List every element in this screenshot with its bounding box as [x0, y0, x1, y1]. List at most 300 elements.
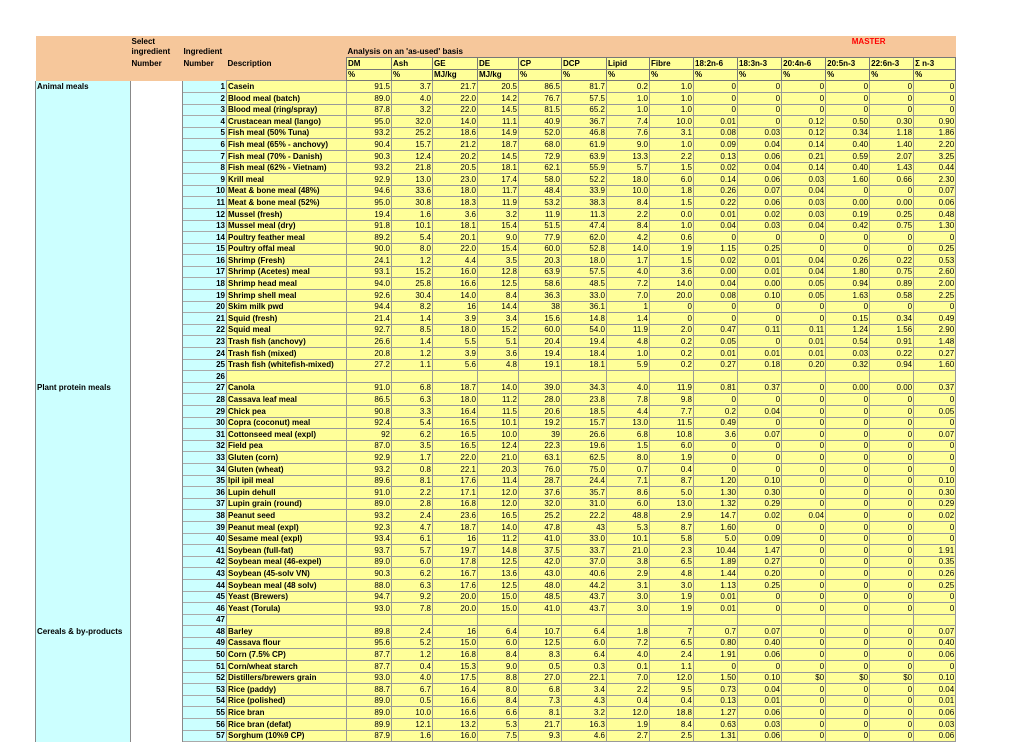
value-cell: 93.0 — [347, 603, 392, 615]
select-ingredient-cell[interactable] — [131, 487, 183, 499]
select-ingredient-cell[interactable] — [131, 707, 183, 719]
value-cell: 0.91 — [870, 336, 914, 348]
ingredient-description: Lupin grain (round) — [227, 498, 347, 510]
value-cell: 0.09 — [738, 533, 782, 545]
value-cell: 68.0 — [519, 139, 562, 151]
select-ingredient-cell[interactable] — [131, 197, 183, 209]
select-ingredient-cell[interactable] — [131, 220, 183, 232]
column-unit: % — [826, 69, 870, 81]
value-cell: 0 — [782, 394, 826, 406]
select-ingredient-cell[interactable] — [131, 127, 183, 139]
select-ingredient-cell[interactable] — [131, 719, 183, 731]
header-blank — [227, 69, 347, 81]
ingredient-description: Gluten (wheat) — [227, 463, 347, 475]
value-cell: 0 — [826, 730, 870, 742]
value-cell: 42.0 — [519, 556, 562, 568]
select-ingredient-cell[interactable] — [131, 255, 183, 267]
value-cell: 0.06 — [738, 150, 782, 162]
value-cell: 6.8 — [607, 429, 650, 441]
select-ingredient-cell[interactable] — [131, 359, 183, 371]
ingredient-description: Barley — [227, 626, 347, 638]
value-cell: 1.0 — [607, 92, 650, 104]
select-ingredient-cell[interactable] — [131, 579, 183, 591]
value-cell: 0 — [870, 591, 914, 603]
select-ingredient-cell[interactable] — [131, 290, 183, 302]
select-ingredient-cell[interactable] — [131, 568, 183, 580]
value-cell: 1.40 — [870, 139, 914, 151]
value-cell: 30.4 — [392, 290, 433, 302]
value-cell: 12.4 — [392, 150, 433, 162]
ingredient-description: Meat & bone meal (48%) — [227, 185, 347, 197]
value-cell: 9.8 — [650, 394, 694, 406]
value-cell: 0.22 — [870, 255, 914, 267]
select-ingredient-cell[interactable] — [131, 162, 183, 174]
value-cell: 0.48 — [914, 208, 956, 220]
value-cell: 4.3 — [562, 695, 607, 707]
value-cell: 16 — [433, 533, 478, 545]
ingredient-number: 26 — [183, 371, 227, 383]
category-label — [36, 232, 131, 244]
value-cell: 0 — [826, 440, 870, 452]
value-cell: 20.8 — [347, 348, 392, 360]
value-cell: 0 — [914, 81, 956, 93]
header-row-3 — [36, 58, 956, 70]
value-cell: 1.0 — [650, 104, 694, 116]
select-ingredient-cell[interactable] — [131, 440, 183, 452]
category-label — [36, 463, 131, 475]
value-cell: 51.5 — [519, 220, 562, 232]
ingredient-number: 50 — [183, 649, 227, 661]
value-cell: 2.25 — [914, 290, 956, 302]
value-cell: 25.2 — [519, 510, 562, 522]
select-ingredient-cell[interactable] — [131, 336, 183, 348]
value-cell: 3.0 — [607, 603, 650, 615]
select-ingredient-cell[interactable] — [131, 510, 183, 522]
value-cell: 0 — [650, 313, 694, 325]
select-ingredient-cell[interactable] — [131, 371, 183, 383]
ingredient-number: 16 — [183, 255, 227, 267]
value-cell: 0.25 — [738, 579, 782, 591]
column-unit: MJ/kg — [433, 69, 478, 81]
value-cell: 1.9 — [607, 719, 650, 731]
value-cell: 0.21 — [782, 150, 826, 162]
ingredient-description: Copra (coconut) meal — [227, 417, 347, 429]
ingredient-number: 47 — [183, 614, 227, 626]
select-ingredient-cell[interactable] — [131, 684, 183, 696]
value-cell: 12.1 — [392, 719, 433, 731]
column-unit: % — [870, 69, 914, 81]
value-cell: 63.9 — [519, 266, 562, 278]
value-cell: 10.0 — [478, 429, 519, 441]
select-ingredient-cell[interactable] — [131, 382, 183, 394]
table-row — [36, 278, 956, 290]
value-cell: 21.0 — [607, 545, 650, 557]
value-cell: 0 — [870, 707, 914, 719]
value-cell: 90.4 — [347, 139, 392, 151]
ingredient-description: Rice bran — [227, 707, 347, 719]
value-cell: 15.3 — [433, 661, 478, 673]
value-cell: 4.0 — [607, 649, 650, 661]
value-cell: 1.0 — [650, 81, 694, 93]
select-ingredient-cell[interactable] — [131, 278, 183, 290]
value-cell: 0 — [782, 637, 826, 649]
value-cell: 0.03 — [738, 719, 782, 731]
value-cell: 1.5 — [650, 162, 694, 174]
value-cell: 0 — [914, 521, 956, 533]
select-ingredient-cell[interactable] — [131, 521, 183, 533]
header-blank — [183, 69, 227, 81]
ingredient-number: 40 — [183, 533, 227, 545]
value-cell: 2.8 — [392, 498, 433, 510]
value-cell: 0 — [870, 243, 914, 255]
header-row-2 — [36, 47, 956, 58]
value-cell: 0 — [870, 603, 914, 615]
value-cell: 0 — [782, 463, 826, 475]
value-cell: 2.5 — [650, 730, 694, 742]
table-row — [36, 452, 956, 464]
value-cell: 6.0 — [392, 556, 433, 568]
value-cell: 0 — [738, 452, 782, 464]
value-cell: 0.80 — [694, 637, 738, 649]
select-ingredient-cell[interactable] — [131, 104, 183, 116]
value-cell: 33.0 — [562, 290, 607, 302]
value-cell: 0.19 — [826, 208, 870, 220]
select-ingredient-cell[interactable] — [131, 637, 183, 649]
value-cell: 14.0 — [650, 278, 694, 290]
value-cell: 23.0 — [433, 174, 478, 186]
ingredient-description: Trash fish (whitefish-mixed) — [227, 359, 347, 371]
value-cell: 0.94 — [826, 278, 870, 290]
value-cell: 1.30 — [694, 487, 738, 499]
value-cell: 89.6 — [347, 475, 392, 487]
select-ingredient-cell[interactable] — [131, 556, 183, 568]
value-cell: 1.47 — [738, 545, 782, 557]
value-cell: 0 — [826, 591, 870, 603]
value-cell: 0.04 — [782, 220, 826, 232]
value-cell: 0.4 — [650, 695, 694, 707]
value-cell: 2.00 — [914, 278, 956, 290]
value-cell: 95.0 — [347, 116, 392, 128]
ingredient-description: Fish meal (62% - Vietnam) — [227, 162, 347, 174]
value-cell: 8.0 — [607, 452, 650, 464]
value-cell: 0.03 — [738, 220, 782, 232]
table-row — [36, 162, 956, 174]
value-cell: 12.5 — [519, 637, 562, 649]
select-ingredient-cell[interactable] — [131, 243, 183, 255]
value-cell: 48.8 — [607, 510, 650, 522]
select-ingredient-cell[interactable] — [131, 626, 183, 638]
value-cell: 39.0 — [519, 382, 562, 394]
select-ingredient-cell[interactable] — [131, 475, 183, 487]
select-ingredient-cell[interactable] — [131, 417, 183, 429]
value-cell: 3.0 — [650, 579, 694, 591]
value-cell: 0 — [870, 301, 914, 313]
table-row — [36, 185, 956, 197]
value-cell — [826, 371, 870, 383]
value-cell: 3.3 — [392, 406, 433, 418]
value-cell: 0.00 — [826, 197, 870, 209]
value-cell: 0 — [914, 440, 956, 452]
select-ingredient-cell[interactable] — [131, 92, 183, 104]
value-cell: 0.06 — [738, 649, 782, 661]
category-label — [36, 684, 131, 696]
ingredient-number: 18 — [183, 278, 227, 290]
value-cell: 17.4 — [478, 174, 519, 186]
value-cell: 0.54 — [826, 336, 870, 348]
value-cell: 54.0 — [562, 324, 607, 336]
value-cell: 0.07 — [914, 429, 956, 441]
value-cell: 1.13 — [694, 579, 738, 591]
value-cell: 7.8 — [392, 603, 433, 615]
value-cell: 0.50 — [826, 116, 870, 128]
ingredient-description — [227, 371, 347, 383]
select-ingredient-cell[interactable] — [131, 498, 183, 510]
value-cell: 0.5 — [392, 695, 433, 707]
category-label — [36, 695, 131, 707]
category-label — [36, 487, 131, 499]
value-cell: 0.01 — [694, 208, 738, 220]
value-cell: 35.7 — [562, 487, 607, 499]
select-ingredient-cell[interactable] — [131, 463, 183, 475]
ingredient-number: 6 — [183, 139, 227, 151]
value-cell: 24.4 — [562, 475, 607, 487]
value-cell: 8.6 — [607, 487, 650, 499]
value-cell: 3.5 — [392, 440, 433, 452]
value-cell: 18.0 — [433, 394, 478, 406]
value-cell: 0.27 — [914, 348, 956, 360]
number-label: Number — [183, 58, 227, 70]
value-cell: 2.07 — [870, 150, 914, 162]
value-cell: 92.4 — [347, 417, 392, 429]
column-header: 18:2n-6 — [694, 58, 738, 70]
category-label — [36, 452, 131, 464]
category-label — [36, 255, 131, 267]
select-ingredient-cell[interactable] — [131, 348, 183, 360]
select-ingredient-cell[interactable] — [131, 185, 183, 197]
value-cell: 32.0 — [519, 498, 562, 510]
value-cell: 8.2 — [392, 301, 433, 313]
value-cell: 8.0 — [478, 684, 519, 696]
value-cell: 0 — [826, 417, 870, 429]
value-cell: 53.2 — [519, 197, 562, 209]
select-ingredient-cell[interactable] — [131, 81, 183, 93]
value-cell: 0 — [782, 232, 826, 244]
value-cell: 13.0 — [392, 174, 433, 186]
value-cell: 0 — [870, 510, 914, 522]
value-cell: $0 — [870, 672, 914, 684]
ingredient-description: Chick pea — [227, 406, 347, 418]
value-cell: 14.5 — [478, 150, 519, 162]
value-cell: 0.01 — [738, 266, 782, 278]
column-unit: % — [392, 69, 433, 81]
value-cell: 0.05 — [914, 406, 956, 418]
value-cell: 0 — [826, 579, 870, 591]
select-label-line2: ingredient — [131, 47, 183, 58]
value-cell: 0.4 — [392, 661, 433, 673]
value-cell: 2.3 — [650, 545, 694, 557]
value-cell: 63.9 — [562, 150, 607, 162]
value-cell: 4.8 — [478, 359, 519, 371]
select-ingredient-cell[interactable] — [131, 301, 183, 313]
value-cell: 15.2 — [478, 324, 519, 336]
select-ingredient-cell[interactable] — [131, 150, 183, 162]
value-cell: 43.0 — [519, 568, 562, 580]
value-cell: 0 — [826, 649, 870, 661]
table-row — [36, 104, 956, 116]
select-ingredient-cell[interactable] — [131, 614, 183, 626]
value-cell: 0 — [782, 81, 826, 93]
value-cell: 0 — [782, 568, 826, 580]
value-cell: 0 — [738, 417, 782, 429]
ingredient-description: Shrimp (Acetes) meal — [227, 266, 347, 278]
ingredient-number: 23 — [183, 336, 227, 348]
value-cell: 0.66 — [870, 174, 914, 186]
select-ingredient-cell[interactable] — [131, 266, 183, 278]
value-cell: 0.26 — [826, 255, 870, 267]
value-cell: 25.8 — [392, 278, 433, 290]
value-cell: 1.24 — [826, 324, 870, 336]
select-ingredient-cell[interactable] — [131, 139, 183, 151]
select-ingredient-cell[interactable] — [131, 452, 183, 464]
value-cell: 5.7 — [392, 545, 433, 557]
value-cell: 22.1 — [433, 463, 478, 475]
select-ingredient-cell[interactable] — [131, 695, 183, 707]
value-cell: 90.3 — [347, 568, 392, 580]
header-blank — [183, 36, 227, 47]
table-row — [36, 626, 956, 638]
value-cell: 90.3 — [347, 150, 392, 162]
value-cell: 0 — [826, 603, 870, 615]
value-cell: 63.1 — [519, 452, 562, 464]
category-label — [36, 591, 131, 603]
value-cell — [650, 614, 694, 626]
select-ingredient-cell[interactable] — [131, 661, 183, 673]
value-cell: 18.1 — [478, 162, 519, 174]
value-cell — [826, 614, 870, 626]
value-cell: 14.4 — [478, 301, 519, 313]
value-cell: 1.0 — [607, 348, 650, 360]
value-cell: 5.8 — [650, 533, 694, 545]
value-cell: 0.14 — [782, 162, 826, 174]
table-row — [36, 545, 956, 557]
category-label — [36, 475, 131, 487]
value-cell: 0 — [870, 452, 914, 464]
value-cell: 0.04 — [782, 185, 826, 197]
select-ingredient-cell[interactable] — [131, 533, 183, 545]
value-cell — [519, 371, 562, 383]
select-ingredient-cell[interactable] — [131, 730, 183, 742]
value-cell: 1.6 — [392, 730, 433, 742]
select-ingredient-cell[interactable] — [131, 429, 183, 441]
value-cell: 11.9 — [478, 197, 519, 209]
table-row — [36, 730, 956, 742]
value-cell: 0.90 — [914, 116, 956, 128]
value-cell: 95.6 — [347, 637, 392, 649]
value-cell: 86.5 — [347, 394, 392, 406]
value-cell: 0 — [738, 104, 782, 116]
select-ingredient-cell[interactable] — [131, 545, 183, 557]
value-cell: 0 — [826, 707, 870, 719]
value-cell: 0 — [914, 104, 956, 116]
value-cell: 10.8 — [650, 429, 694, 441]
value-cell: 0 — [870, 730, 914, 742]
select-ingredient-cell[interactable] — [131, 324, 183, 336]
value-cell: 0.35 — [914, 556, 956, 568]
value-cell: 18.0 — [562, 255, 607, 267]
select-ingredient-cell[interactable] — [131, 232, 183, 244]
table-row — [36, 579, 956, 591]
table-row — [36, 301, 956, 313]
value-cell: 48.4 — [519, 185, 562, 197]
select-ingredient-cell[interactable] — [131, 591, 183, 603]
column-unit: % — [519, 69, 562, 81]
category-label — [36, 336, 131, 348]
value-cell: 6.0 — [650, 440, 694, 452]
value-cell: 3.9 — [433, 313, 478, 325]
select-ingredient-cell[interactable] — [131, 394, 183, 406]
select-ingredient-cell[interactable] — [131, 406, 183, 418]
value-cell: 41.0 — [519, 533, 562, 545]
value-cell: 10.0 — [607, 185, 650, 197]
table-row — [36, 127, 956, 139]
select-ingredient-cell[interactable] — [131, 208, 183, 220]
value-cell: 0 — [826, 661, 870, 673]
value-cell: 2.0 — [650, 324, 694, 336]
value-cell: 22.3 — [519, 440, 562, 452]
select-ingredient-cell[interactable] — [131, 116, 183, 128]
select-ingredient-cell[interactable] — [131, 672, 183, 684]
value-cell: 5.6 — [433, 359, 478, 371]
value-cell: 76.0 — [519, 463, 562, 475]
table-row — [36, 197, 956, 209]
value-cell: 0 — [870, 417, 914, 429]
value-cell — [392, 371, 433, 383]
value-cell: 3.2 — [392, 104, 433, 116]
value-cell: 21.7 — [519, 719, 562, 731]
value-cell: 0 — [870, 487, 914, 499]
value-cell: 0.06 — [738, 730, 782, 742]
table-row — [36, 382, 956, 394]
value-cell: 9.2 — [392, 591, 433, 603]
value-cell: 0.04 — [738, 406, 782, 418]
value-cell: 77.9 — [519, 232, 562, 244]
value-cell: 13.0 — [607, 417, 650, 429]
select-ingredient-cell[interactable] — [131, 313, 183, 325]
value-cell: 0 — [914, 452, 956, 464]
value-cell: 26.6 — [347, 336, 392, 348]
select-ingredient-cell[interactable] — [131, 603, 183, 615]
value-cell: 0 — [782, 313, 826, 325]
value-cell: 8.4 — [478, 290, 519, 302]
category-label — [36, 348, 131, 360]
value-cell: 16.0 — [433, 266, 478, 278]
value-cell: 0.1 — [607, 661, 650, 673]
category-label — [36, 568, 131, 580]
value-cell: 0 — [782, 591, 826, 603]
value-cell: 2.9 — [650, 510, 694, 522]
value-cell: 0 — [870, 104, 914, 116]
value-cell: 19.1 — [519, 359, 562, 371]
select-ingredient-cell[interactable] — [131, 174, 183, 186]
value-cell: 10.7 — [519, 626, 562, 638]
value-cell: 76.7 — [519, 92, 562, 104]
value-cell: 13.2 — [433, 719, 478, 731]
value-cell: 0 — [870, 695, 914, 707]
analysis-label: Analysis on an 'as-used' basis — [347, 47, 956, 58]
value-cell: 1.60 — [826, 174, 870, 186]
select-ingredient-cell[interactable] — [131, 649, 183, 661]
value-cell: 0.13 — [694, 695, 738, 707]
